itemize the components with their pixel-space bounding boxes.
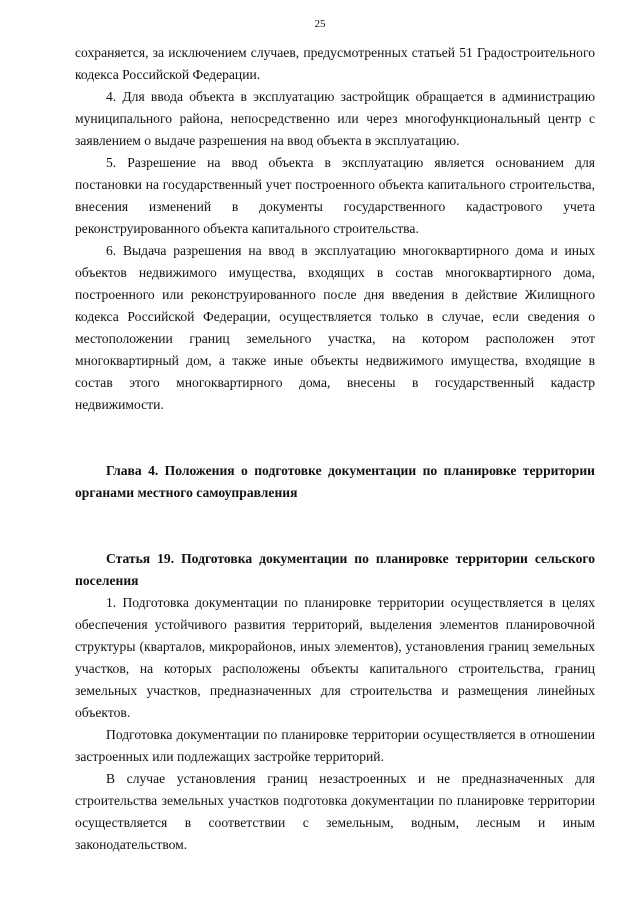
paragraph-item-6: 6. Выдача разрешения на ввод в эксплуатацию многоквартирного дома и иных объектов недвижимого имущества, входящих в состав многоквартирного дома, построенного или реконструированного после дня введения в действие Жилищного кодекса Российской Федерации, осуществляется только в случае, если сведения о местоположении границ земельного участка, на котором расположен этот многоквартирный дом, а также иные объекты недвижимого имущества, входящие в состав этого многоквартирного дома, внесены в государственный кадастр недвижимости. — [75, 243, 595, 412]
article-heading: Статья 19. Подготовка документации по планировке территории сельского поселения — [75, 551, 595, 588]
paragraph-item-5: 5. Разрешение на ввод объекта в эксплуатацию является основанием для постановки на государственный учет построенного объекта капитального строительства, внесения изменений в документы государственного кадастрового учета реконструированного объекта капитального строительства. — [75, 155, 595, 236]
section-spacer — [75, 416, 595, 460]
chapter-heading: Глава 4. Положения о подготовке документации по планировке территории органами местного самоуправления — [75, 463, 595, 500]
paragraph-boundaries: В случае установления границ незастроенных и не предназначенных для строительства земельных участков подготовка документации по планировке территории осуществляется в соответствии с земельным, водным, лесным и иным законодательством. — [75, 771, 595, 852]
document-body — [75, 42, 595, 856]
paragraph-scope: Подготовка документации по планировке территории осуществляется в отношении застроенных или подлежащих застройке территорий. — [75, 727, 595, 764]
section-spacer — [75, 504, 595, 548]
paragraph-item-4: 4. Для ввода объекта в эксплуатацию застройщик обращается в администрацию муниципального района, непосредственно или через многофункциональный центр с заявлением о выдаче разрешения на ввод объекта в эксплуатацию. — [75, 89, 595, 148]
paragraph-item-1: 1. Подготовка документации по планировке территории осуществляется в целях обеспечения устойчивого развития территорий, выделения элементов планировочной структуры (кварталов, микрорайонов, иных элементов), установления границ земельных участков, на которых расположены объекты капитального строительства, границ земельных участков, предназначенных для строительства и размещения линейных объектов. — [75, 595, 595, 720]
paragraph-continuation: сохраняется, за исключением случаев, предусмотренных статьей 51 Градостроительного кодекса Российской Федерации. — [75, 45, 595, 82]
page-number: 25 — [314, 18, 326, 30]
